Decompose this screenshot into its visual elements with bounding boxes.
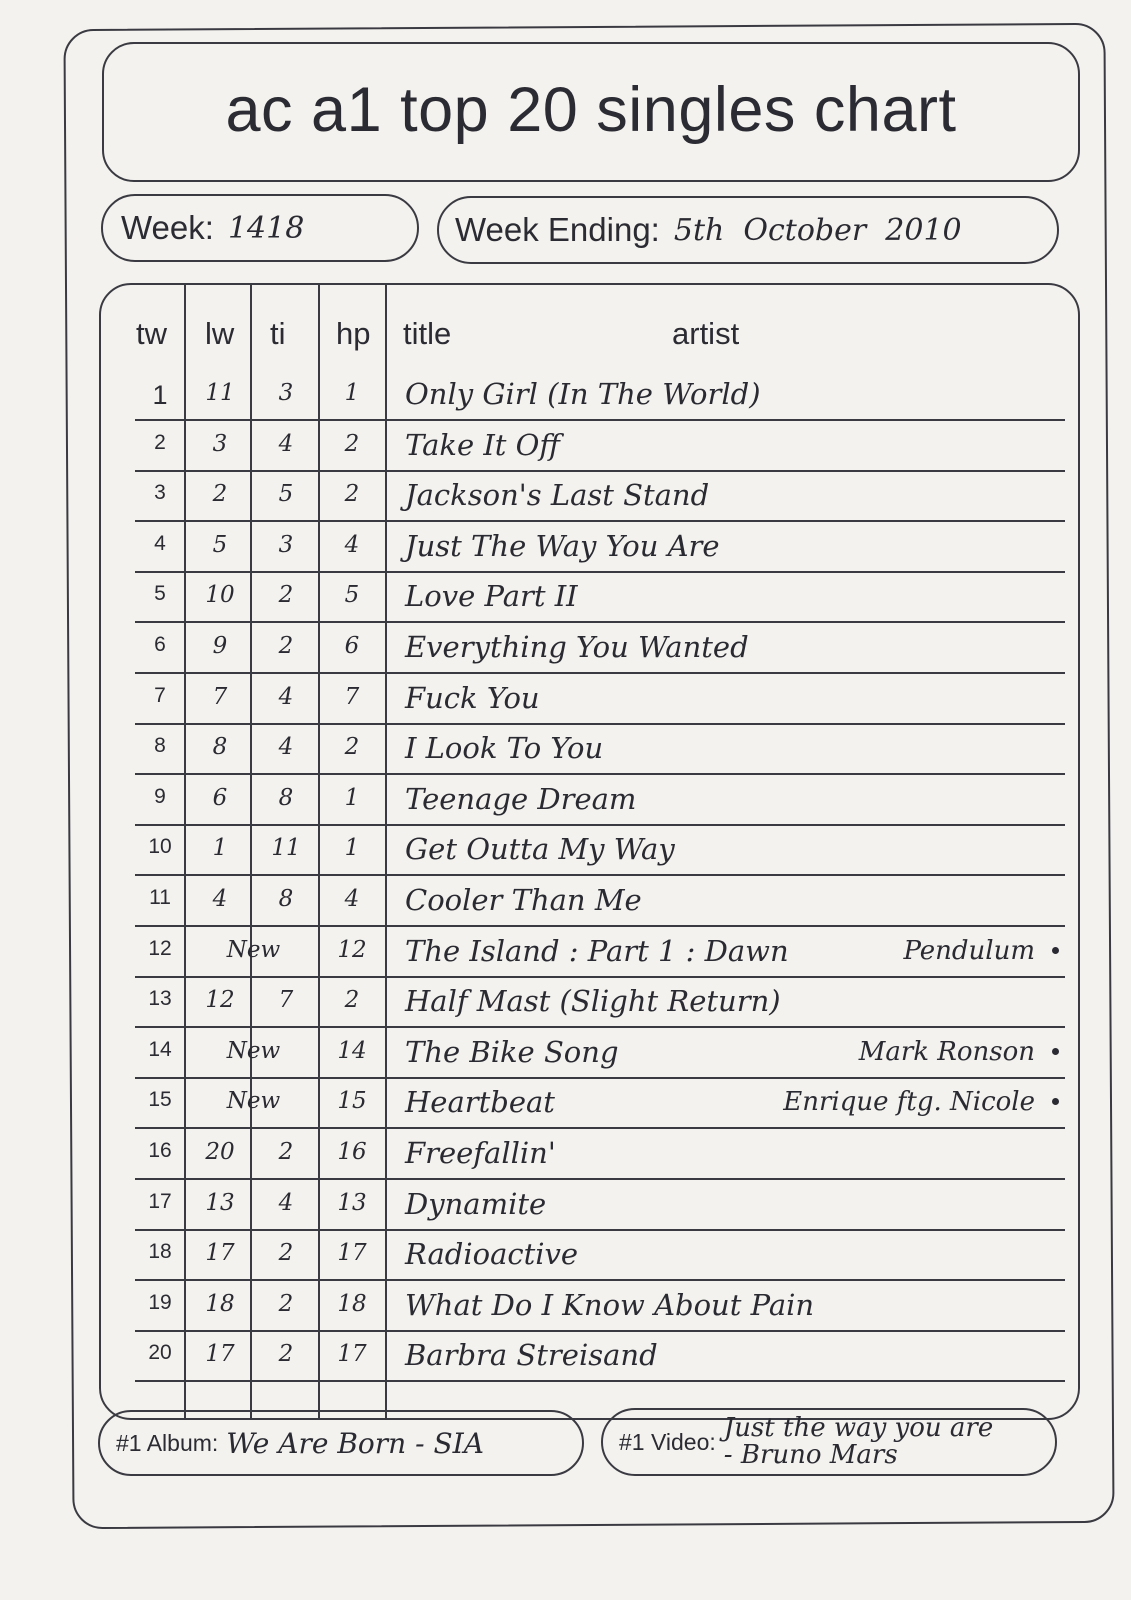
header-title: title bbox=[403, 316, 452, 351]
song-title: The Bike Song bbox=[405, 1034, 619, 1069]
this-week-cell: 9 bbox=[154, 784, 166, 808]
song-title: Get Outta My Way bbox=[405, 832, 675, 867]
artist-name: Mark Ronson bbox=[858, 1036, 1035, 1067]
week-ending-label: Week Ending: bbox=[455, 211, 660, 248]
times-in-cell: 2 bbox=[278, 1341, 294, 1368]
last-week-cell: 1 bbox=[212, 835, 228, 862]
table-row bbox=[135, 520, 1065, 573]
this-week-cell: 13 bbox=[148, 987, 172, 1011]
table-row bbox=[135, 1279, 1065, 1332]
bullet-dot bbox=[1052, 1098, 1059, 1105]
this-week-cell: 6 bbox=[154, 633, 166, 656]
week-value: 1418 bbox=[227, 210, 305, 246]
highest-position-cell: 2 bbox=[344, 987, 360, 1014]
song-title: Cooler Than Me bbox=[405, 883, 642, 917]
table-row bbox=[135, 722, 1065, 775]
times-in-cell: 4 bbox=[278, 683, 294, 710]
highest-position-cell: 6 bbox=[344, 633, 360, 659]
song-title: Barbra Streisand bbox=[405, 1338, 658, 1373]
table-row bbox=[135, 672, 1065, 725]
last-week-cell: 5 bbox=[212, 531, 228, 558]
table-row bbox=[135, 1026, 1065, 1079]
header-tw: tw bbox=[136, 316, 167, 351]
last-week-cell: 17 bbox=[205, 1240, 235, 1267]
times-in-cell: 5 bbox=[278, 481, 294, 508]
song-title: Radioactive bbox=[405, 1237, 579, 1272]
highest-position-cell: 18 bbox=[337, 1290, 367, 1317]
table-row bbox=[135, 1329, 1065, 1382]
times-in-cell: 2 bbox=[278, 1290, 294, 1317]
times-in-cell: 2 bbox=[278, 582, 294, 609]
song-title: Only Girl (In The World) bbox=[405, 377, 761, 411]
header-artist: artist bbox=[672, 316, 740, 351]
this-week-cell: 2 bbox=[154, 430, 166, 454]
last-week-cell: 13 bbox=[205, 1189, 235, 1216]
new-entry-cell: New bbox=[226, 1088, 281, 1115]
highest-position-cell: 1 bbox=[344, 380, 360, 406]
times-in-cell: 4 bbox=[278, 734, 294, 761]
highest-position-cell: 12 bbox=[337, 936, 367, 963]
artist-name: Pendulum bbox=[903, 935, 1035, 966]
song-title: The Island : Part 1 : Dawn bbox=[405, 933, 789, 968]
highest-position-cell: 16 bbox=[337, 1139, 367, 1165]
song-title: Everything You Wanted bbox=[405, 630, 749, 664]
table-row bbox=[135, 1076, 1065, 1129]
highest-position-cell: 5 bbox=[344, 582, 360, 609]
song-title: Half Mast (Slight Return) bbox=[405, 984, 781, 1019]
times-in-cell: 8 bbox=[278, 886, 294, 912]
highest-position-cell: 2 bbox=[344, 481, 360, 508]
video-box bbox=[601, 1408, 1057, 1476]
table-row bbox=[135, 469, 1065, 522]
highest-position-cell: 2 bbox=[344, 734, 360, 761]
song-title: Freefallin' bbox=[405, 1136, 556, 1170]
week-ending-value: 5th October 2010 bbox=[673, 212, 962, 248]
week-ending-box bbox=[437, 196, 1059, 264]
last-week-cell: 10 bbox=[205, 582, 235, 609]
table-row bbox=[135, 368, 1065, 421]
week-label: Week: bbox=[121, 209, 214, 246]
last-week-cell: 18 bbox=[205, 1290, 235, 1317]
highest-position-cell: 7 bbox=[344, 683, 360, 710]
this-week-cell: 4 bbox=[154, 531, 166, 555]
album-box bbox=[98, 1410, 584, 1476]
this-week-cell: 15 bbox=[148, 1088, 172, 1112]
this-week-cell: 10 bbox=[148, 835, 172, 859]
table-row bbox=[135, 621, 1065, 674]
this-week-cell: 8 bbox=[154, 734, 166, 758]
bullet-dot bbox=[1052, 1048, 1059, 1055]
times-in-cell: 8 bbox=[278, 784, 294, 811]
this-week-cell: 18 bbox=[148, 1240, 172, 1264]
highest-position-cell: 13 bbox=[337, 1189, 367, 1216]
times-in-cell: 11 bbox=[271, 835, 301, 862]
times-in-cell: 4 bbox=[278, 1189, 294, 1216]
bullet-dot bbox=[1052, 947, 1059, 954]
week-box bbox=[101, 194, 419, 262]
highest-position-cell: 14 bbox=[337, 1037, 367, 1064]
highest-position-cell: 1 bbox=[344, 835, 360, 862]
video-line-2: - Bruno Mars bbox=[723, 1440, 898, 1470]
table-row bbox=[135, 419, 1065, 472]
this-week-cell: 11 bbox=[149, 886, 171, 909]
last-week-cell: 2 bbox=[212, 481, 228, 508]
highest-position-cell: 15 bbox=[337, 1088, 367, 1115]
song-title: Fuck You bbox=[405, 680, 540, 715]
highest-position-cell: 4 bbox=[344, 886, 360, 912]
header-ti: ti bbox=[270, 316, 286, 351]
last-week-cell: 9 bbox=[212, 633, 228, 659]
highest-position-cell: 1 bbox=[344, 784, 360, 811]
album-label: #1 Album: bbox=[116, 1429, 219, 1456]
song-title: Heartbeat bbox=[405, 1085, 555, 1120]
song-title: Teenage Dream bbox=[405, 781, 637, 816]
video-line-1: Just the way you are bbox=[723, 1412, 994, 1443]
header-lw: lw bbox=[205, 316, 235, 351]
table-row bbox=[135, 975, 1065, 1028]
table-row bbox=[135, 1127, 1065, 1180]
new-entry-cell: New bbox=[226, 936, 281, 963]
table-row bbox=[135, 1178, 1065, 1231]
highest-position-cell: 17 bbox=[337, 1341, 367, 1368]
last-week-cell: 4 bbox=[212, 886, 228, 912]
video-label: #1 Video: bbox=[619, 1428, 716, 1455]
times-in-cell: 4 bbox=[278, 430, 294, 457]
table-row bbox=[135, 773, 1065, 826]
this-week-cell: 5 bbox=[154, 582, 166, 606]
table-row bbox=[135, 1228, 1065, 1281]
song-title: Jackson's Last Stand bbox=[405, 478, 710, 513]
times-in-cell: 2 bbox=[278, 1139, 294, 1165]
song-title: Take It Off bbox=[405, 427, 560, 462]
this-week-cell: 1 bbox=[152, 380, 168, 410]
video-value bbox=[723, 1412, 994, 1470]
this-week-cell: 20 bbox=[148, 1341, 172, 1365]
table-row bbox=[135, 570, 1065, 623]
this-week-cell: 17 bbox=[148, 1189, 172, 1213]
last-week-cell: 11 bbox=[205, 380, 235, 406]
last-week-cell: 6 bbox=[212, 784, 228, 811]
times-in-cell: 7 bbox=[278, 987, 294, 1014]
times-in-cell: 2 bbox=[278, 633, 294, 659]
last-week-cell: 8 bbox=[212, 734, 228, 761]
song-title: Love Part II bbox=[405, 579, 578, 614]
header-hp: hp bbox=[336, 316, 371, 351]
table-row bbox=[135, 823, 1065, 876]
this-week-cell: 12 bbox=[148, 936, 172, 960]
page-title: ac a1 top 20 singles chart bbox=[225, 75, 957, 145]
artist-name: Enrique ftg. Nicole bbox=[783, 1087, 1035, 1118]
table-row bbox=[135, 925, 1065, 978]
highest-position-cell: 2 bbox=[344, 430, 360, 457]
highest-position-cell: 17 bbox=[337, 1240, 367, 1267]
this-week-cell: 14 bbox=[148, 1037, 172, 1061]
last-week-cell: 20 bbox=[205, 1139, 235, 1165]
song-title: Just The Way You Are bbox=[405, 528, 720, 563]
times-in-cell: 3 bbox=[278, 380, 294, 406]
song-title: I Look To You bbox=[405, 731, 604, 766]
this-week-cell: 7 bbox=[154, 683, 166, 707]
song-title: What Do I Know About Pain bbox=[405, 1287, 815, 1322]
last-week-cell: 12 bbox=[205, 987, 235, 1014]
title-box bbox=[102, 42, 1080, 182]
last-week-cell: 7 bbox=[212, 683, 228, 710]
this-week-cell: 19 bbox=[148, 1290, 172, 1314]
times-in-cell: 3 bbox=[278, 531, 294, 558]
highest-position-cell: 4 bbox=[344, 531, 360, 558]
last-week-cell: 17 bbox=[205, 1341, 235, 1368]
times-in-cell: 2 bbox=[278, 1240, 294, 1267]
last-week-cell: 3 bbox=[212, 430, 228, 457]
this-week-cell: 3 bbox=[154, 481, 166, 505]
song-title: Dynamite bbox=[405, 1186, 547, 1221]
new-entry-cell: New bbox=[226, 1037, 281, 1064]
album-value: We Are Born - SIA bbox=[226, 1426, 484, 1460]
this-week-cell: 16 bbox=[148, 1139, 172, 1162]
table-row bbox=[135, 874, 1065, 927]
